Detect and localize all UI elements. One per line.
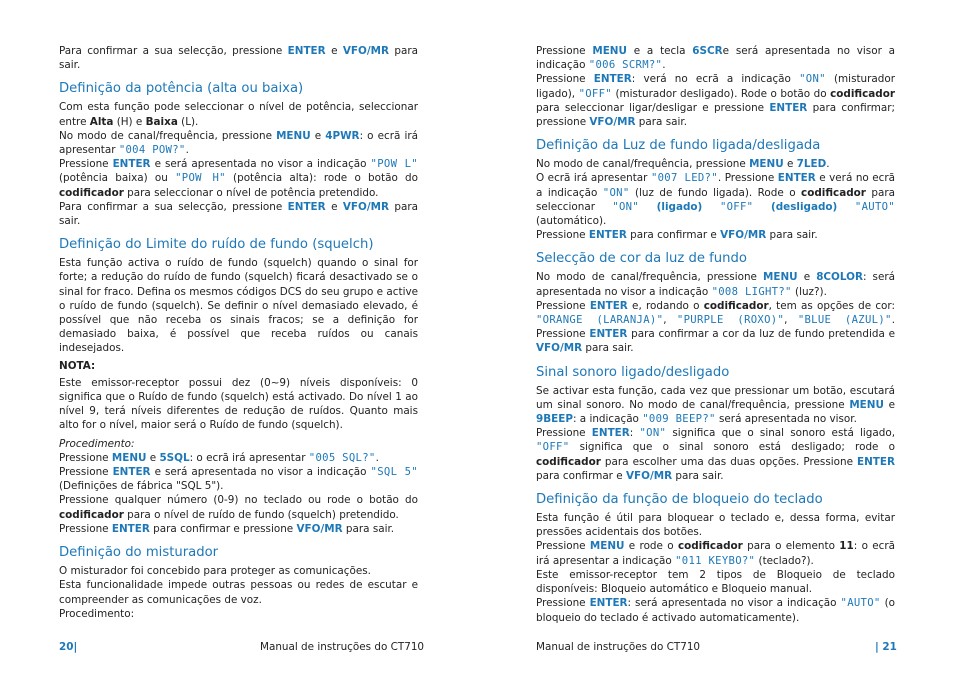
right-manual-title: Manual de instruções do CT710 [536, 641, 701, 653]
color-paragraph-2: Pressione ENTER e, rodando o codificador, tem as opções de cor: "ORANGE (LARANJA)", "PURPLE (ROXO)", "BLUE (AZUL)". Pressione ENTER para confirmar a cor da luz de fundo pretendida e VFO/MR para sair. [536, 299, 895, 355]
power-paragraph-1: Com esta função pode seleccionar o nível de potência, seleccionar entre Alta (H) e Baixa (L). [59, 101, 418, 128]
squelch-paragraph-6: Pressione ENTER para confirmar e pressione VFO/MR para sair. [59, 522, 395, 535]
squelch-paragraph-4: Pressione ENTER e será apresentada no visor a indicação "SQL 5"(Definições de fábrica "SQL 5"). [59, 466, 418, 493]
section-heading-backlight: Definição da Luz de fundo ligada/desligada [536, 138, 821, 154]
squelch-paragraph-1: Esta função activa o ruído de fundo (squelch) quando o sinal for forte; a redução do ruído de fundo (squelch) ficará desactivado se o sinal for fraco. Defina os mesmos códigos DCS do seu grupo e active o ruído de fundo (squelch). Se definir o nível demasiado elevado, é possível que não receba os sinais fracos; se a definição for demasiado baixa, é possível que receba ruídos ou canais indesejados. [59, 257, 418, 355]
squelch-paragraph-3: Pressione MENU e 5SQL: o ecrã irá apresentar "005 SQL?". [59, 451, 379, 464]
squelch-paragraph-5: Pressione qualquer número (0-9) no teclado ou rode o botão do codificador para o nível de ruído de fundo (squelch) pretendido. [59, 494, 418, 521]
right-page-number: | 21 [875, 641, 897, 653]
squelch-paragraph-2: Este emissor-receptor possui dez (0~9) níveis disponíveis: 0 significa que o Ruído de fundo (squelch) está activado. Do nível 1 ao nível 9, terá níveis diferentes de redução de ruídos. Quanto mais alto for o nível, maior será o Ruído de fundo (squelch). [59, 376, 418, 432]
left-column [59, 44, 418, 621]
scramble-paragraph-1: Pressione MENU e a tecla 6SCRe será apresentada no visor a indicação "006 SCRM?". [536, 45, 896, 72]
mixer-paragraph-3: Procedimento: [59, 607, 135, 620]
beep-paragraph-2: Pressione ENTER: "ON" significa que o sinal sonoro está ligado, "OFF" significa que o sinal sonoro está desligado; rode o codificador para escolher uma das duas opções. Pressione ENTER para confirmar e VFO/MR para sair. [536, 427, 895, 482]
keylock-paragraph-2: Pressione MENU e rode o codificador para o elemento 11: o ecrã irá apresentar a indicação "011 KEYBO?" (teclado?). [536, 540, 896, 567]
left-manual-title: Manual de instruções do CT710 [260, 641, 425, 653]
right-column [536, 44, 895, 625]
backlight-paragraph-3: Pressione ENTER para confirmar e VFO/MR para sair. [536, 229, 818, 242]
color-paragraph-1: No modo de canal/frequência, pressione MENU e 8COLOR: será apresentada no visor a indicação "008 LIGHT?" (luz?). [536, 271, 896, 298]
section-heading-keylock: Definição da função de bloqueio do teclado [536, 492, 823, 508]
power-paragraph-4: Para confirmar a sua selecção, pressione ENTER e VFO/MR para sair. [59, 200, 418, 228]
keylock-paragraph-1: Esta função é útil para bloquear o teclado e, dessa forma, evitar pressões acidentais dos botões. [536, 512, 895, 539]
section-heading-beep: Sinal sonoro ligado/desligado [536, 364, 730, 380]
power-paragraph-3: Pressione ENTER e será apresentada no visor a indicação "POW L" (potência baixa) ou "POW H" (potência alta): rode o botão do codificador para seleccionar o nível de potência pretendido. [59, 158, 418, 199]
intro-paragraph: Para confirmar a sua selecção, pressione ENTER e VFO/MR para sair. [59, 45, 418, 72]
mixer-paragraph-2: Esta funcionalidade impede outras pessoas ou redes de escutar e compreender as comunicações de voz. [59, 579, 418, 606]
left-page-number: 20| [59, 641, 78, 653]
section-heading-color: Selecção de cor da luz de fundo [536, 251, 747, 267]
scramble-paragraph-2: Pressione ENTER: verá no ecrã a indicação "ON" (misturador ligado), "OFF" (misturador desligado). Rode o botão do codificador para seleccionar ligar/desligar e pressione ENTER para confirmar; pressione VFO/MR para sair. [536, 73, 895, 129]
keylock-paragraph-3: Este emissor-receptor tem 2 tipos de Bloqueio de teclado disponíveis: Bloqueio automático e Bloqueio manual. [536, 568, 895, 596]
section-heading-power: Definição da potência (alta ou baixa) [59, 81, 304, 97]
note-label: NOTA: [59, 359, 96, 372]
mixer-paragraph-1: O misturador foi concebido para proteger as comunicações. [59, 565, 371, 578]
backlight-paragraph-2: O ecrã irá apresentar "007 LED?". Pressione ENTER e verá no ecrã a indicação "ON" (luz de fundo ligada). Rode o codificador para seleccionar "ON" (ligado) "OFF" (desligado) "AUTO" (automático). [536, 172, 895, 228]
backlight-paragraph-1: No modo de canal/frequência, pressione MENU e 7LED. [536, 158, 830, 171]
procedure-label: Procedimento: [59, 437, 135, 450]
keylock-paragraph-4: Pressione ENTER: será apresentada no visor a indicação "AUTO" (o bloqueio do teclado é activado automaticamente). [536, 597, 895, 624]
right-page [477, 0, 954, 676]
section-heading-mixer: Definição do misturador [59, 545, 219, 561]
power-paragraph-2: No modo de canal/frequência, pressione MENU e 4PWR: o ecrã irá apresentar "004 POW?". [59, 129, 418, 157]
beep-paragraph-1: Se activar esta função, cada vez que pressionar um botão, escutará um sinal sonoro. No modo de canal/frequência, pressione MENU e 9BEEP: a indicação "009 BEEP?" será apresentada no visor. [536, 384, 895, 426]
section-heading-squelch: Definição do Limite do ruído de fundo (squelch) [59, 237, 374, 253]
